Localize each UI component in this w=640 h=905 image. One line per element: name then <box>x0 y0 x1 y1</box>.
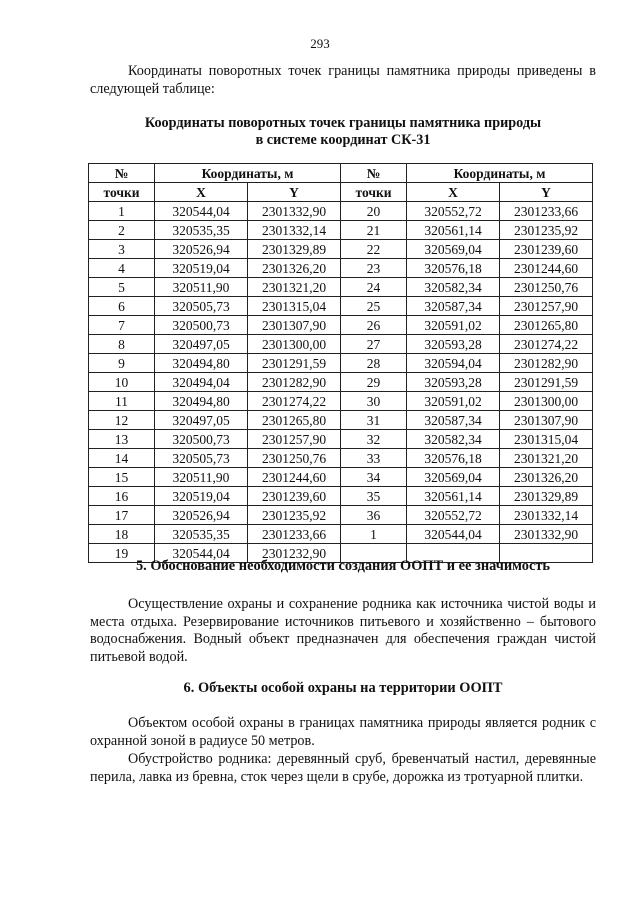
table-row <box>89 506 593 525</box>
x-coordinate-cell: 320569,04 <box>407 468 500 487</box>
x-coordinate-cell: 320497,05 <box>155 335 248 354</box>
x-coordinate-cell: 320576,18 <box>407 259 500 278</box>
point-number-cell: 35 <box>341 487 407 506</box>
table-row <box>89 316 593 335</box>
x-coordinate-cell: 320505,73 <box>155 449 248 468</box>
point-number-cell: 25 <box>341 297 407 316</box>
table-row <box>89 259 593 278</box>
y-coordinate-cell: 2301232,90 <box>248 544 341 563</box>
y-coordinate-cell: 2301239,60 <box>500 240 593 259</box>
page-number: 293 <box>310 36 330 51</box>
y-coordinate-cell: 2301265,80 <box>500 316 593 335</box>
y-coordinate-cell: 2301235,92 <box>500 221 593 240</box>
point-number-cell: 31 <box>341 411 407 430</box>
y-coordinate-cell: 2301332,14 <box>500 506 593 525</box>
header-point-left: точки <box>89 183 155 202</box>
y-coordinate-cell: 2301250,76 <box>500 278 593 297</box>
x-coordinate-cell: 320526,94 <box>155 240 248 259</box>
point-number-cell: 8 <box>89 335 155 354</box>
section-6-paragraph-2: Обустройство родника: деревянный сруб, бревенчатый настил, деревянные перила, лавка из бревна, сток через щели в срубе, дорожка из тротуарной плитки. <box>90 751 596 785</box>
y-coordinate-cell: 2301321,20 <box>500 449 593 468</box>
y-coordinate-cell: 2301282,90 <box>500 354 593 373</box>
x-coordinate-cell: 320519,04 <box>155 487 248 506</box>
point-number-cell: 29 <box>341 373 407 392</box>
x-coordinate-cell: 320497,05 <box>155 411 248 430</box>
point-number-cell: 1 <box>341 525 407 544</box>
y-coordinate-cell: 2301239,60 <box>248 487 341 506</box>
y-coordinate-cell: 2301265,80 <box>248 411 341 430</box>
x-coordinate-cell: 320569,04 <box>407 240 500 259</box>
table-row <box>89 449 593 468</box>
point-number-cell: 7 <box>89 316 155 335</box>
table-row <box>89 373 593 392</box>
y-coordinate-cell: 2301257,90 <box>500 297 593 316</box>
section-6-heading: 6. Объекты особой охраны на территории ООПТ <box>183 680 503 696</box>
point-number-cell: 5 <box>89 278 155 297</box>
point-number-cell: 1 <box>89 202 155 221</box>
x-coordinate-cell: 320505,73 <box>155 297 248 316</box>
x-coordinate-cell: 320535,35 <box>155 221 248 240</box>
y-coordinate-cell: 2301282,90 <box>248 373 341 392</box>
header-x-left: X <box>155 183 248 202</box>
point-number-cell: 9 <box>89 354 155 373</box>
point-number-cell: 13 <box>89 430 155 449</box>
y-coordinate-cell: 2301291,59 <box>500 373 593 392</box>
y-coordinate-cell: 2301332,14 <box>248 221 341 240</box>
table-title <box>90 115 596 149</box>
y-coordinate-cell: 2301307,90 <box>500 411 593 430</box>
table-title-line-2: в системе координат СК-31 <box>255 132 431 148</box>
point-number-cell: 19 <box>89 544 155 563</box>
point-number-cell: 36 <box>341 506 407 525</box>
table-row <box>89 335 593 354</box>
table-row <box>89 221 593 240</box>
point-number-cell: 4 <box>89 259 155 278</box>
y-coordinate-cell: 2301326,20 <box>500 468 593 487</box>
point-number-cell: 30 <box>341 392 407 411</box>
x-coordinate-cell: 320561,14 <box>407 487 500 506</box>
y-coordinate-cell: 2301250,76 <box>248 449 341 468</box>
x-coordinate-cell: 320511,90 <box>155 468 248 487</box>
section-5-heading: 5. Обоснование необходимости создания ООПТ и ее значимость <box>135 558 551 574</box>
table-row <box>89 487 593 506</box>
x-coordinate-cell: 320494,04 <box>155 373 248 392</box>
table-row <box>89 240 593 259</box>
y-coordinate-cell: 2301300,00 <box>500 392 593 411</box>
table-row <box>89 411 593 430</box>
point-number-cell: 15 <box>89 468 155 487</box>
point-number-cell: 6 <box>89 297 155 316</box>
x-coordinate-cell: 320576,18 <box>407 449 500 468</box>
table-row <box>89 354 593 373</box>
point-number-cell: 22 <box>341 240 407 259</box>
x-coordinate-cell: 320594,04 <box>407 354 500 373</box>
y-coordinate-cell: 2301326,20 <box>248 259 341 278</box>
y-coordinate-cell: 2301244,60 <box>500 259 593 278</box>
x-coordinate-cell: 320535,35 <box>155 525 248 544</box>
point-number-cell: 26 <box>341 316 407 335</box>
point-number-cell: 3 <box>89 240 155 259</box>
point-number-cell: 28 <box>341 354 407 373</box>
y-coordinate-cell: 2301332,90 <box>248 202 341 221</box>
y-coordinate-cell: 2301291,59 <box>248 354 341 373</box>
y-coordinate-cell: 2301233,66 <box>500 202 593 221</box>
x-coordinate-cell: 320587,34 <box>407 411 500 430</box>
point-number-cell: 18 <box>89 525 155 544</box>
table-row <box>89 525 593 544</box>
y-coordinate-cell: 2301274,22 <box>500 335 593 354</box>
y-coordinate-cell: 2301257,90 <box>248 430 341 449</box>
table-row <box>89 202 593 221</box>
y-coordinate-cell: 2301315,04 <box>500 430 593 449</box>
table-row <box>89 468 593 487</box>
y-coordinate-cell: 2301315,04 <box>248 297 341 316</box>
point-number-cell: 17 <box>89 506 155 525</box>
header-y-left: Y <box>248 183 341 202</box>
point-number-cell: 10 <box>89 373 155 392</box>
x-coordinate-cell: 320544,04 <box>155 202 248 221</box>
point-number-cell: 27 <box>341 335 407 354</box>
x-coordinate-cell: 320552,72 <box>407 506 500 525</box>
x-coordinate-cell: 320561,14 <box>407 221 500 240</box>
header-x-right: X <box>407 183 500 202</box>
table-row <box>89 430 593 449</box>
section-6-paragraph-1: Объектом особой охраны в границах памятника природы является родник с охранной зоной в радиусе 50 метров. <box>90 715 596 749</box>
x-coordinate-cell: 320494,80 <box>155 354 248 373</box>
x-coordinate-cell: 320582,34 <box>407 278 500 297</box>
point-number-cell: 14 <box>89 449 155 468</box>
table-row <box>89 297 593 316</box>
point-number-cell: 2 <box>89 221 155 240</box>
header-point-right: точки <box>341 183 407 202</box>
point-number-cell: 11 <box>89 392 155 411</box>
point-number-cell: 23 <box>341 259 407 278</box>
point-number-cell: 12 <box>89 411 155 430</box>
x-coordinate-cell: 320500,73 <box>155 316 248 335</box>
point-number-cell: 32 <box>341 430 407 449</box>
x-coordinate-cell: 320544,04 <box>155 544 248 563</box>
x-coordinate-cell: 320500,73 <box>155 430 248 449</box>
point-number-cell: 34 <box>341 468 407 487</box>
coordinates-table <box>88 163 593 563</box>
header-coords-right: Координаты, м <box>407 164 593 183</box>
y-coordinate-cell: 2301274,22 <box>248 392 341 411</box>
coordinates-table-body <box>89 202 593 563</box>
header-coords-left: Координаты, м <box>155 164 341 183</box>
x-coordinate-cell: 320511,90 <box>155 278 248 297</box>
x-coordinate-cell: 320494,80 <box>155 392 248 411</box>
y-coordinate-cell: 2301329,89 <box>500 487 593 506</box>
header-num-right: № <box>341 164 407 183</box>
x-coordinate-cell: 320593,28 <box>407 335 500 354</box>
table-row <box>89 392 593 411</box>
x-coordinate-cell: 320587,34 <box>407 297 500 316</box>
x-coordinate-cell: 320544,04 <box>407 525 500 544</box>
point-number-cell: 21 <box>341 221 407 240</box>
table-title-line-1: Координаты поворотных точек границы памятника природы <box>144 115 542 131</box>
x-coordinate-cell: 320552,72 <box>407 202 500 221</box>
y-coordinate-cell: 2301321,20 <box>248 278 341 297</box>
x-coordinate-cell: 320591,02 <box>407 392 500 411</box>
y-coordinate-cell: 2301332,90 <box>500 525 593 544</box>
section-5-paragraph: Осуществление охраны и сохранение родника как источника чистой воды и места отдыха. Резервирование источников питьевого и хозяйственно – бытового водоснабжения. Водный объект предназначен для обеспечения граждан чистой питьевой водой. <box>90 596 596 665</box>
x-coordinate-cell: 320591,02 <box>407 316 500 335</box>
x-coordinate-cell: 320582,34 <box>407 430 500 449</box>
y-coordinate-cell: 2301244,60 <box>248 468 341 487</box>
y-coordinate-cell: 2301329,89 <box>248 240 341 259</box>
point-number-cell: 33 <box>341 449 407 468</box>
point-number-cell: 16 <box>89 487 155 506</box>
y-coordinate-cell: 2301235,92 <box>248 506 341 525</box>
table-row <box>89 278 593 297</box>
x-coordinate-cell: 320526,94 <box>155 506 248 525</box>
point-number-cell: 20 <box>341 202 407 221</box>
x-coordinate-cell: 320519,04 <box>155 259 248 278</box>
intro-paragraph: Координаты поворотных точек границы памятника природы приведены в следующей таблице: <box>90 63 596 97</box>
x-coordinate-cell: 320593,28 <box>407 373 500 392</box>
y-coordinate-cell: 2301307,90 <box>248 316 341 335</box>
point-number-cell: 24 <box>341 278 407 297</box>
y-coordinate-cell: 2301233,66 <box>248 525 341 544</box>
header-num-left: № <box>89 164 155 183</box>
header-y-right: Y <box>500 183 593 202</box>
y-coordinate-cell: 2301300,00 <box>248 335 341 354</box>
